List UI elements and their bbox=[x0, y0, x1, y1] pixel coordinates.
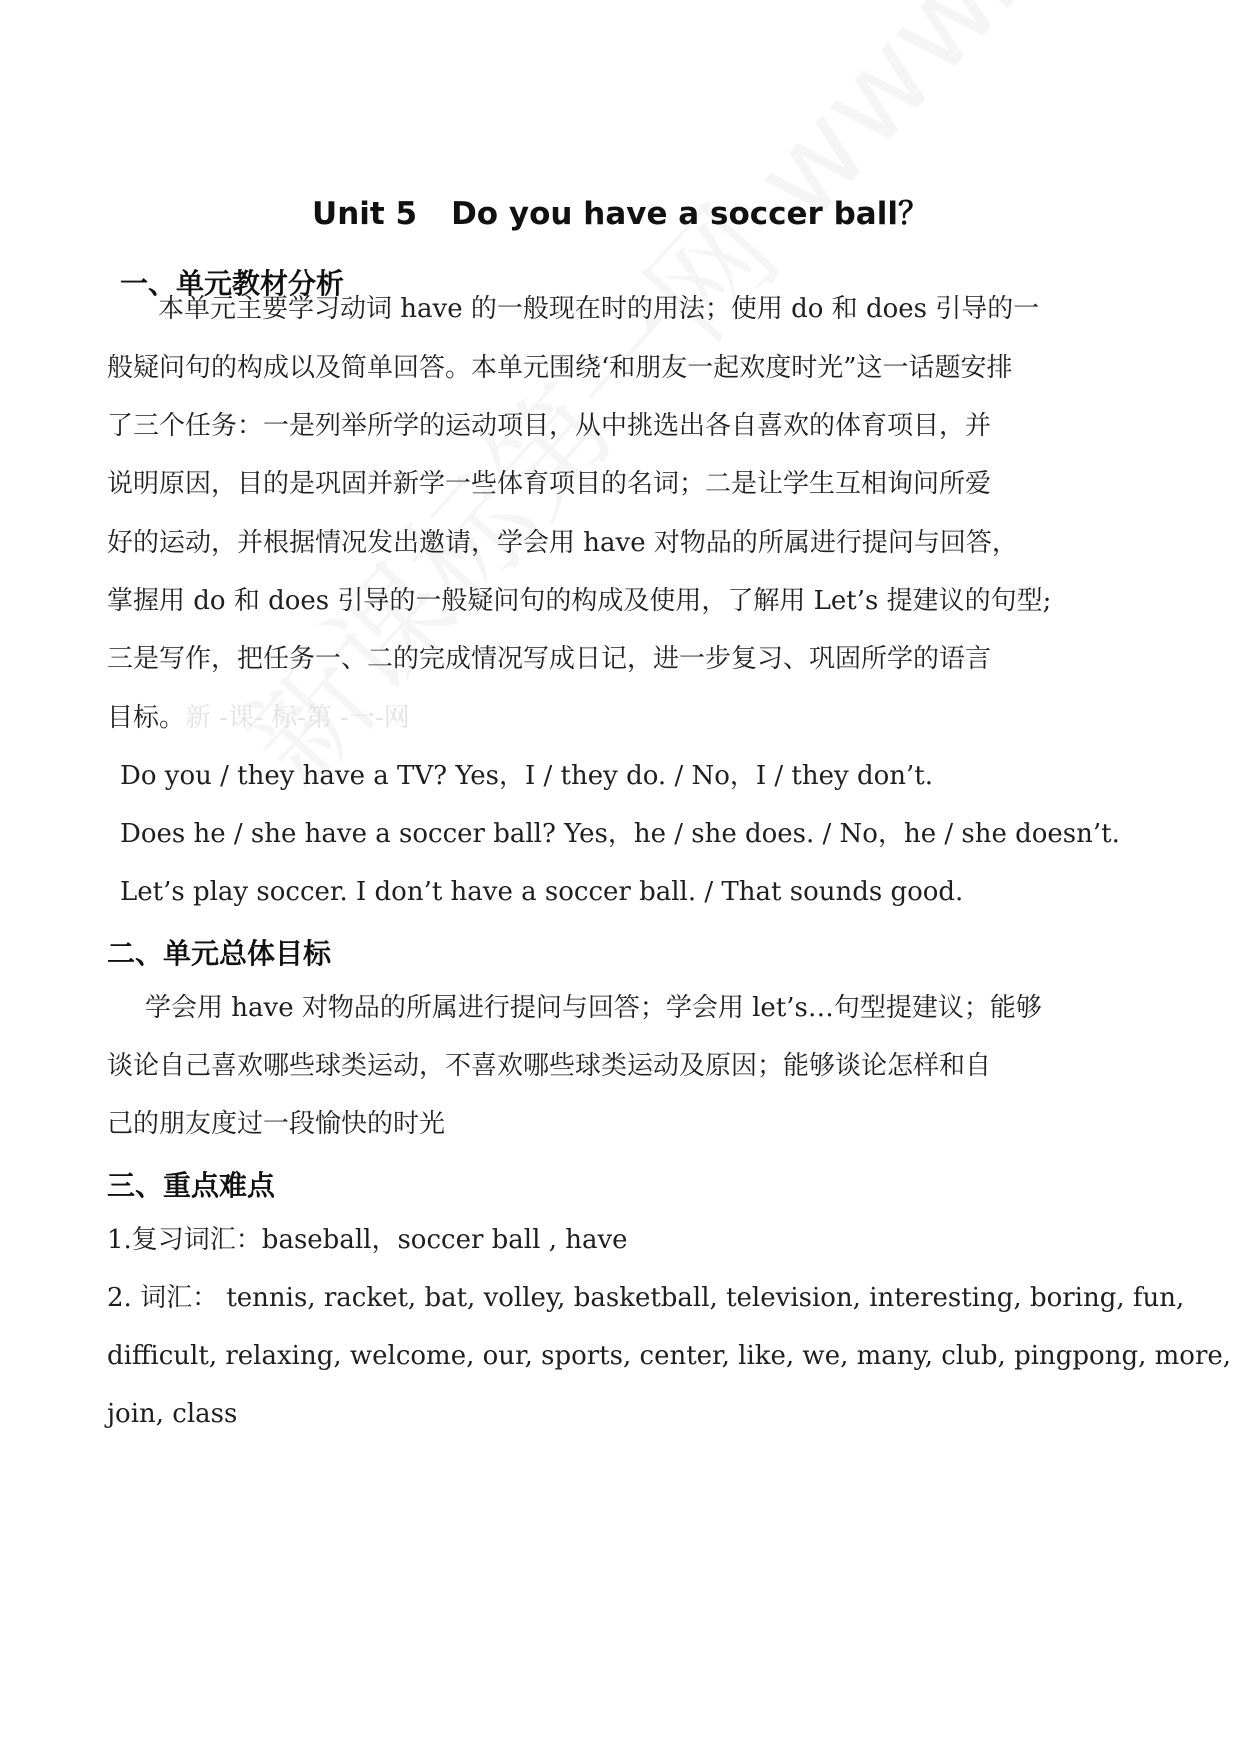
title-text: Do you have a soccer ball？ bbox=[451, 196, 929, 232]
title-unit: Unit 5 bbox=[312, 196, 418, 232]
paragraph-line: 说明原因，目的是巩固并新学一些体育项目的名词；二是让学生互相询问所爱 bbox=[107, 469, 992, 499]
list-item: difficult, relaxing, welcome, our, sports, center, like, we, many, club, pingpong, more, bbox=[107, 1341, 1232, 1371]
list-item: 1.复习词汇：baseball，soccer ball , have bbox=[107, 1225, 628, 1255]
section-heading-3: 三、重点难点 bbox=[107, 1169, 276, 1202]
paragraph-line: 本单元主要学习动词 have 的一般现在时的用法；使用 do 和 does 引导的一 bbox=[158, 294, 1040, 324]
paragraph-line: 学会用 have 对物品的所属进行提问与回答；学会用 let’s…句型提建议；能够 bbox=[145, 993, 1042, 1023]
paragraph-line bbox=[107, 701, 410, 735]
page-title bbox=[0, 188, 1241, 233]
paragraph-line: 了三个任务：一是列举所学的运动项目，从中挑选出各自喜欢的体育项目，并 bbox=[107, 411, 992, 441]
list-item: join, class bbox=[107, 1399, 238, 1429]
section-heading-1: 一、单元教材分析 bbox=[120, 267, 345, 300]
paragraph-line: 三是写作，把任务一、二的完成情况写成日记，进一步复习、巩固所学的语言 bbox=[107, 644, 992, 674]
paragraph-line: 好的运动，并根据情况发出邀请，学会用 have 对物品的所属进行提问与回答， bbox=[107, 528, 1018, 558]
list-item: 2. 词汇： tennis, racket, bat, volley, basketball, television, interesting, boring, fun, bbox=[107, 1283, 1185, 1313]
paragraph-line: 般疑问句的构成以及简单回答。本单元围绕‘和朋友一起欢度时光”这一话题安排 bbox=[107, 353, 1013, 383]
watermark bbox=[200, 0, 1241, 815]
paragraph-line: 谈论自己喜欢哪些球类运动，不喜欢哪些球类运动及原因；能够谈论怎样和自 bbox=[107, 1051, 992, 1081]
section-heading-2: 二、单元总体目标 bbox=[107, 937, 332, 970]
example-sentence: Does he / she have a soccer ball? Yes，he / she does. / No，he / she doesn’t. bbox=[120, 819, 1120, 849]
paragraph-line: 己的朋友度过一段愉快的时光 bbox=[107, 1109, 446, 1139]
ghost-watermark-text: 新 -课- 标-第 -一-网 bbox=[185, 703, 410, 733]
example-sentence: Do you / they have a TV? Yes，I / they do. / No，I / they don’t. bbox=[120, 761, 933, 791]
paragraph-text: 目标。 bbox=[107, 703, 186, 733]
paragraph-line: 掌握用 do 和 does 引导的一般疑问句的构成及使用，了解用 Let’s 提建议的句型; bbox=[107, 586, 1052, 616]
example-sentence: Let’s play soccer. I don’t have a soccer ball. / That sounds good. bbox=[120, 877, 964, 907]
